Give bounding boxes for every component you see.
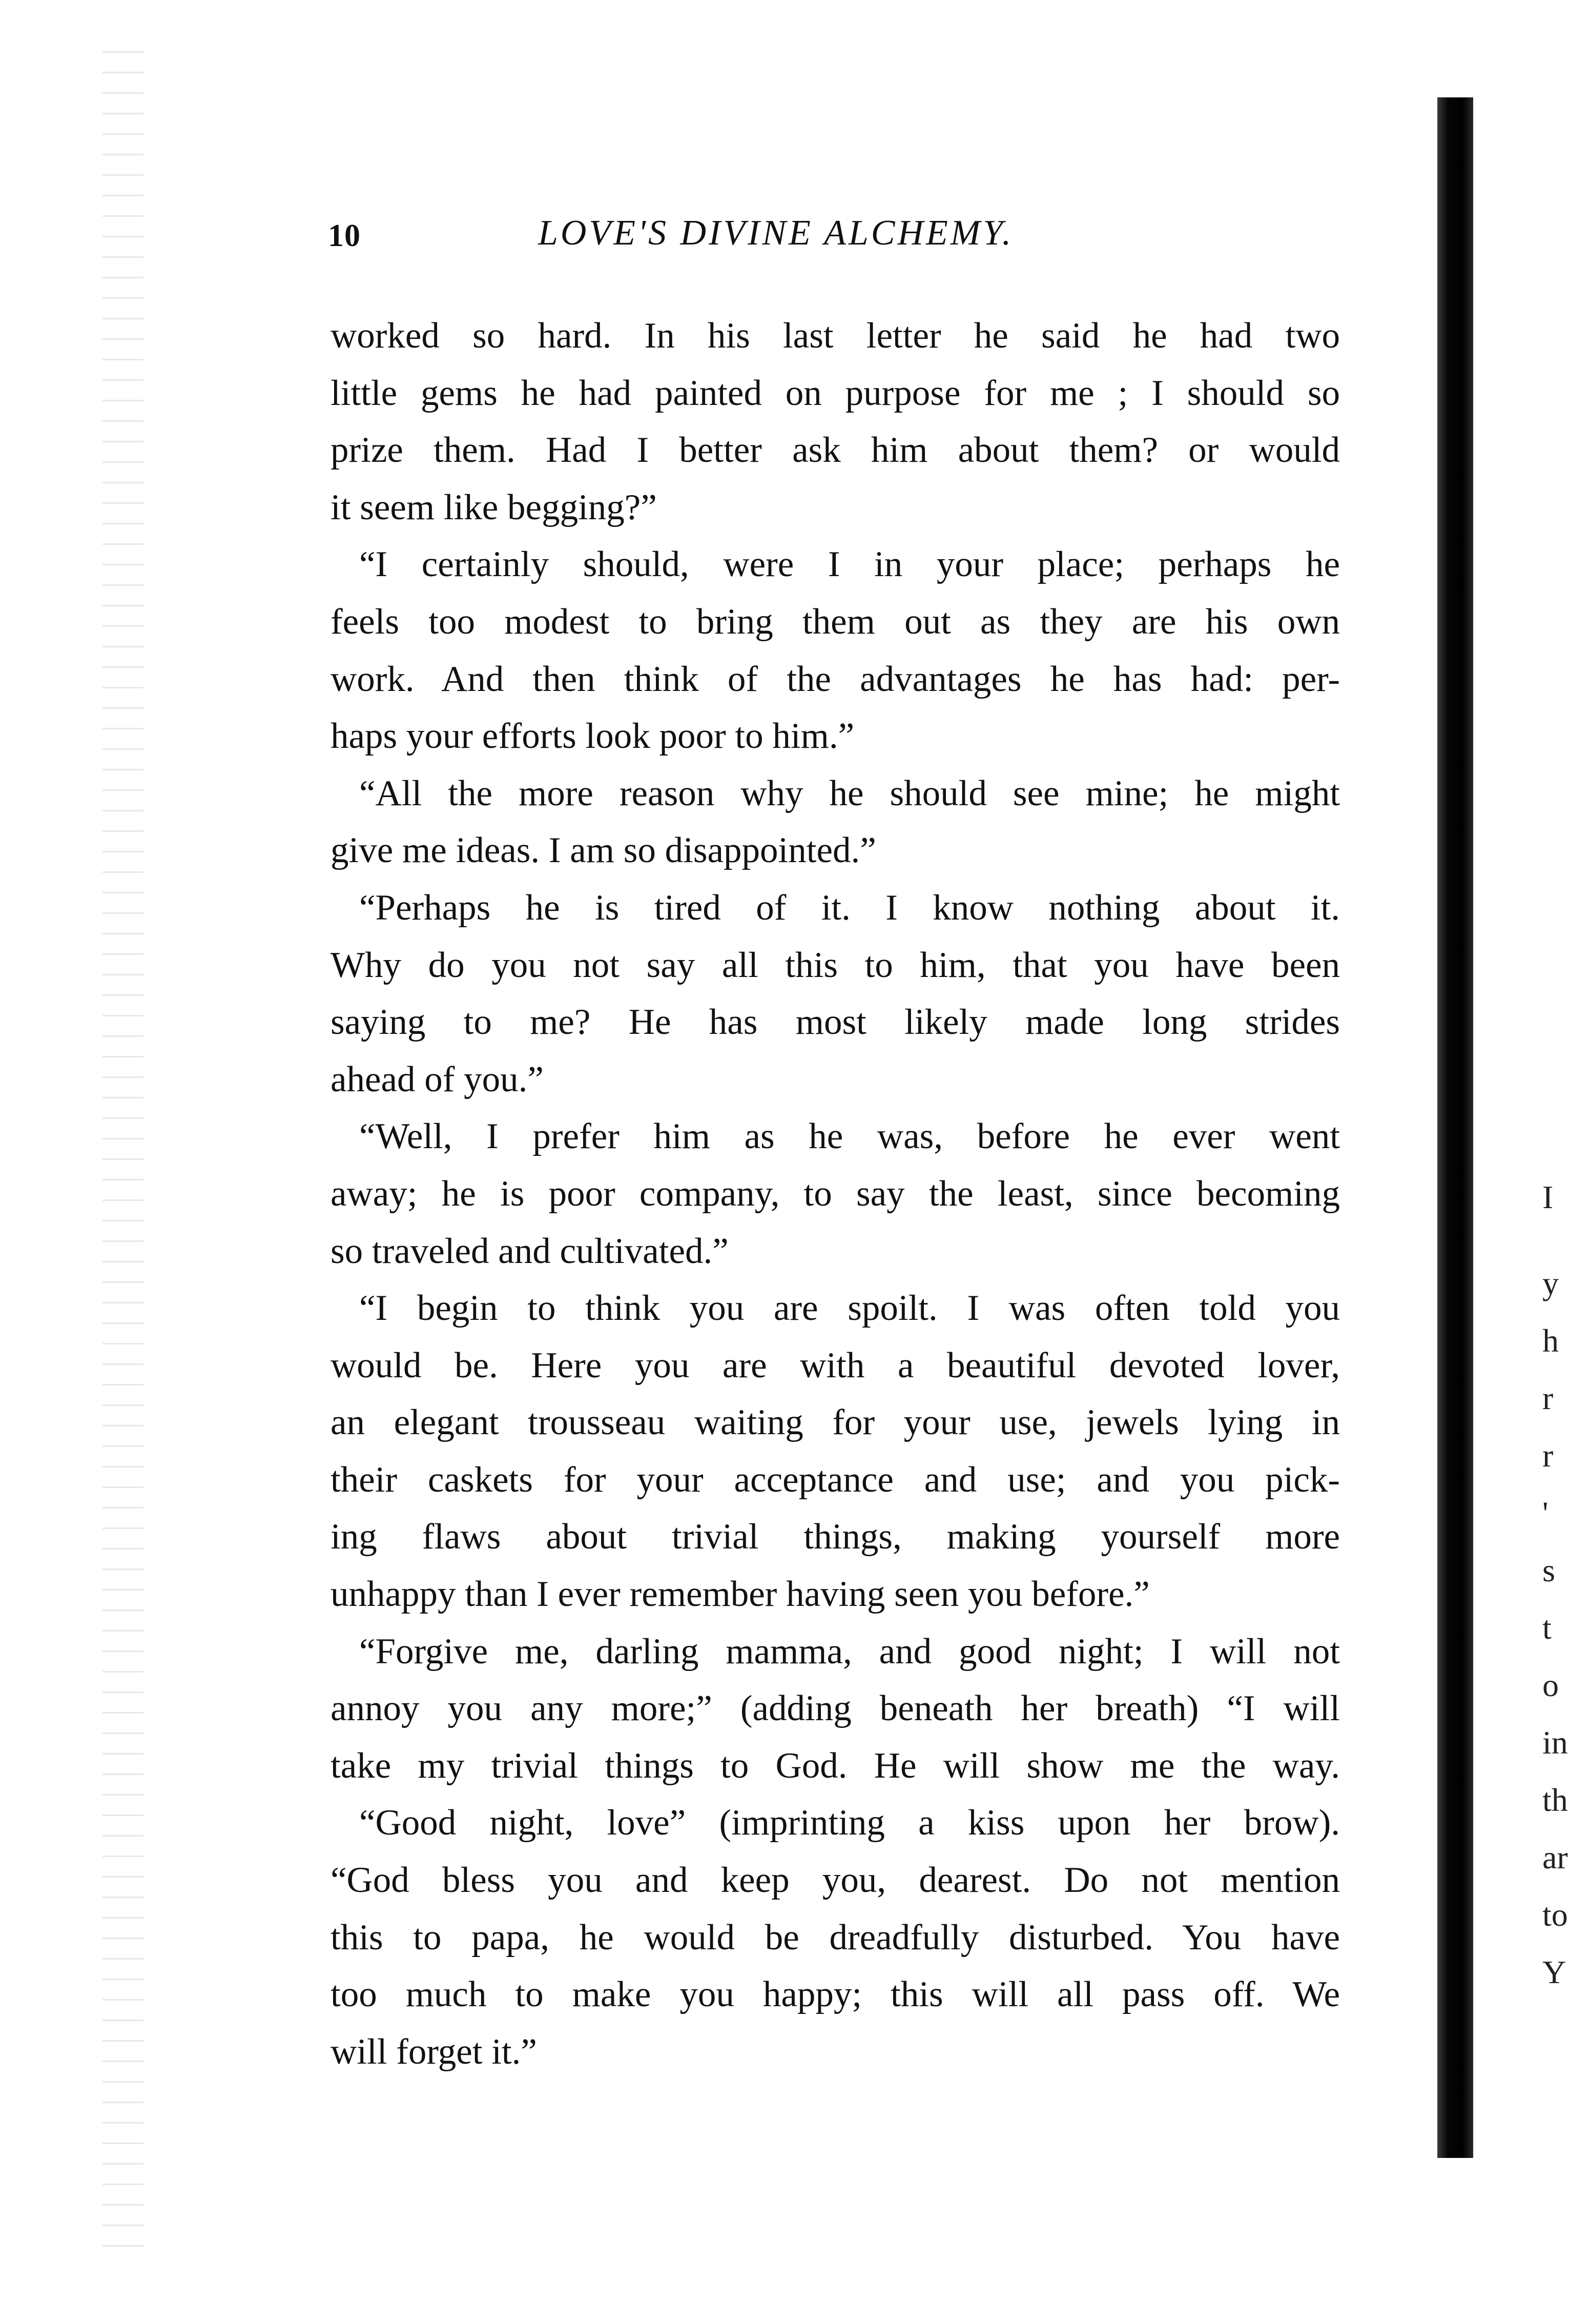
text-line: Why do you not say all this to him, that you have been xyxy=(331,945,1340,985)
text-line: it seem like begging?” xyxy=(331,487,657,527)
fragment: y xyxy=(1542,1265,1559,1301)
text-line: an elegant trousseau waiting for your use, jewels lying in xyxy=(331,1402,1340,1443)
binding-shadow xyxy=(1437,97,1473,2158)
fragment: r xyxy=(1542,1437,1554,1474)
text-line: prize them. Had I better ask him about them? or would xyxy=(331,430,1340,471)
text-line: “Good night, love” (imprinting a kiss upon her brow). xyxy=(359,1803,1340,1843)
text-line: so traveled and cultivated.” xyxy=(331,1231,729,1271)
text-line: saying to me? He has most likely made long strides xyxy=(331,1002,1340,1043)
body-text xyxy=(331,308,1340,2081)
text-line: worked so hard. In his last letter he said he had two xyxy=(331,316,1340,356)
text-line: haps your efforts look poor to him.” xyxy=(331,716,855,757)
page-number: 10 xyxy=(328,218,361,253)
text-line: “Well, I prefer him as he was, before he ever went xyxy=(359,1116,1340,1157)
text-line: ahead of you.” xyxy=(331,1059,544,1099)
text-line: little gems he had painted on purpose for me ; I should so xyxy=(331,373,1340,413)
fragment: r xyxy=(1542,1380,1554,1416)
text-line: away; he is poor company, to say the least, since becoming xyxy=(331,1173,1340,1214)
text-line: unhappy than I ever remember having seen you before.” xyxy=(331,1574,1150,1615)
fragment: th xyxy=(1542,1782,1568,1818)
fragment-gap xyxy=(1542,1226,1583,1255)
text-line: give me ideas. I am so disappointed.” xyxy=(331,830,876,871)
text-line: “Perhaps he is tired of it. I know nothing about it. xyxy=(359,887,1340,928)
text-line: this to papa, he would be dreadfully disturbed. You have xyxy=(331,1917,1340,1958)
facing-page-fragments xyxy=(1542,1169,1583,2001)
text-line: work. And then think of the advantages he has had: per- xyxy=(331,659,1340,699)
fragment: t xyxy=(1542,1609,1552,1646)
fragment: in xyxy=(1542,1724,1568,1761)
fragment: ' xyxy=(1542,1495,1549,1531)
text-line: “God bless you and keep you, dearest. Do not mention xyxy=(331,1860,1340,1901)
fragment: ar xyxy=(1542,1839,1568,1875)
fragment: I xyxy=(1542,1179,1554,1215)
text-line: ing flaws about trivial things, making yourself more xyxy=(331,1517,1340,1557)
text-line: annoy you any more;” (adding beneath her breath) “I will xyxy=(331,1688,1340,1729)
text-line: “Forgive me, darling mamma, and good night; I will not xyxy=(359,1631,1340,1671)
text-line: “I certainly should, were I in your place; perhaps he xyxy=(359,544,1340,585)
text-line: take my trivial things to God. He will show me the way. xyxy=(331,1745,1340,1786)
text-line: “All the more reason why he should see mine; he might xyxy=(359,773,1340,813)
fragment: to xyxy=(1542,1897,1568,1933)
text-line: will forget it.” xyxy=(331,2031,537,2072)
fragment: h xyxy=(1542,1322,1559,1359)
fragment: o xyxy=(1542,1667,1559,1703)
text-line: “I begin to think you are spoilt. I was often told you xyxy=(359,1288,1340,1329)
text-line: feels too modest to bring them out as they are his own xyxy=(331,601,1340,642)
fragment: Y xyxy=(1542,1954,1566,1990)
fragment: s xyxy=(1542,1552,1555,1588)
text-line: would be. Here you are with a beautiful devoted lover, xyxy=(331,1345,1340,1385)
text-line: too much to make you happy; this will all pass off. We xyxy=(331,1974,1340,2015)
running-head: LOVE'S DIVINE ALCHEMY. xyxy=(538,213,1014,253)
page-edge-speckle xyxy=(102,51,143,2255)
text-line: their caskets for your acceptance and use; and you pick- xyxy=(331,1459,1340,1500)
